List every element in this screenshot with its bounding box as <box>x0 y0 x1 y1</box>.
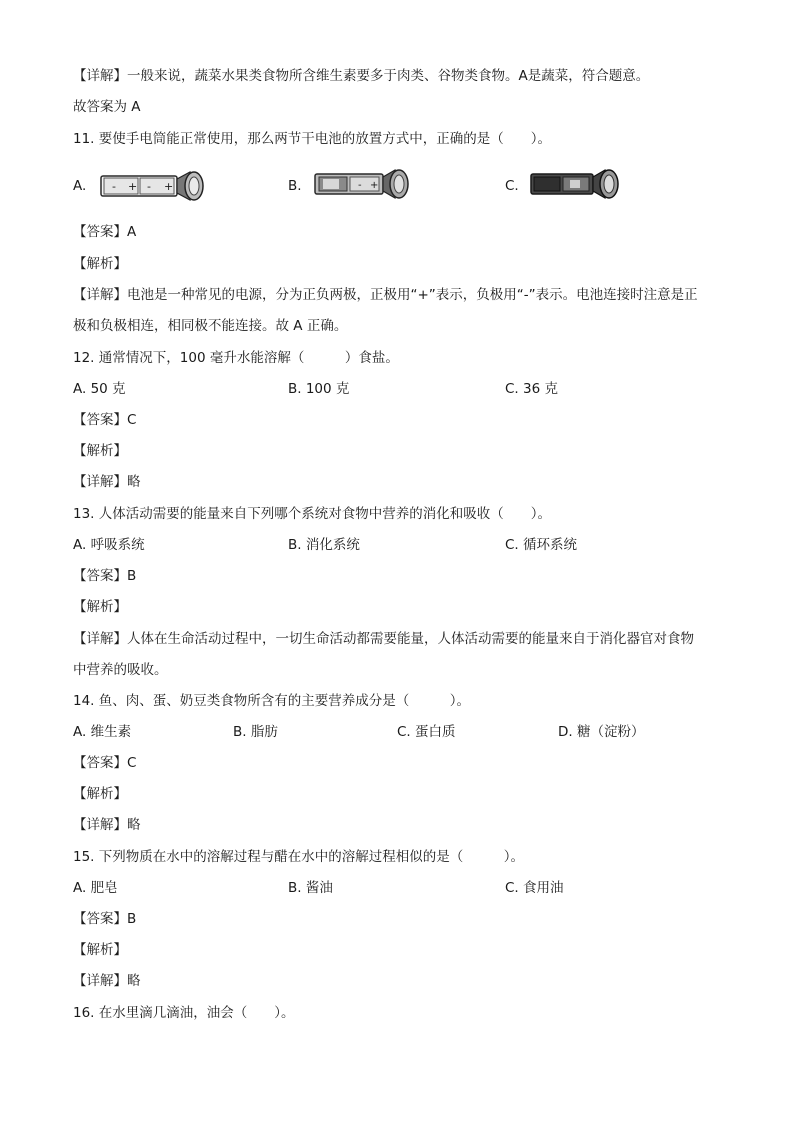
q11-option-b-label: B. <box>288 178 302 194</box>
q13-answer: 【答案】B <box>73 568 137 584</box>
battery-minus-sign: - <box>112 180 116 193</box>
battery-minus-sign: - <box>147 180 151 193</box>
q11-option-b-flashlight-image <box>314 168 410 200</box>
q14-option-a: A. 维生素 <box>73 724 132 740</box>
q12-answer: 【答案】C <box>73 412 137 428</box>
q11-option-c-label: C. <box>505 178 519 194</box>
q14-analysis: 【解析】 <box>73 786 127 802</box>
q11-answer: 【答案】A <box>73 224 137 240</box>
q15-detail: 【详解】略 <box>73 973 141 989</box>
q14-option-d: D. 糖（淀粉） <box>558 724 645 740</box>
q10-detail: 【详解】一般来说，蔬菜水果类食物所含维生素要多于肉类、谷物类食物。A是蔬菜，符合题意。 <box>73 68 650 84</box>
q11-stem: 11. 要使手电筒能正常使用，那么两节干电池的放置方式中，正确的是（ ）。 <box>73 131 552 147</box>
battery-plus-sign: + <box>164 180 174 193</box>
battery-plus-sign: + <box>370 180 379 191</box>
q12-detail: 【详解】略 <box>73 474 141 490</box>
q13-stem: 13. 人体活动需要的能量来自下列哪个系统对食物中营养的消化和吸收（ ）。 <box>73 506 552 522</box>
q12-option-c: C. 36 克 <box>505 381 558 397</box>
q12-stem: 12. 通常情况下，100 毫升水能溶解（ ）食盐。 <box>73 350 399 366</box>
battery-plus-sign: + <box>128 180 138 193</box>
q15-analysis: 【解析】 <box>73 942 127 958</box>
q16-stem: 16. 在水里滴几滴油，油会（ ）。 <box>73 1005 295 1021</box>
q15-option-a: A. 肥皂 <box>73 880 118 896</box>
q13-detail-line-1: 【详解】人体在生命活动过程中，一切生命活动都需要能量，人体活动需要的能量来自于消化器官对食物 <box>73 631 694 647</box>
q13-option-c: C. 循环系统 <box>505 537 578 553</box>
q12-option-a: A. 50 克 <box>73 381 126 397</box>
q14-answer: 【答案】C <box>73 755 137 771</box>
q15-option-c: C. 食用油 <box>505 880 564 896</box>
q13-detail-line-2: 中营养的吸收。 <box>73 662 168 678</box>
q13-option-a: A. 呼吸系统 <box>73 537 145 553</box>
q11-option-a-flashlight-image <box>100 170 206 202</box>
q13-option-b: B. 消化系统 <box>288 537 360 553</box>
q14-stem: 14. 鱼、肉、蛋、奶豆类食物所含有的主要营养成分是（ ）。 <box>73 693 471 709</box>
q11-option-c-flashlight-image <box>530 168 620 200</box>
battery-minus-sign: - <box>358 180 362 191</box>
q15-stem: 15. 下列物质在水中的溶解过程与醋在水中的溶解过程相似的是（ ）。 <box>73 849 525 865</box>
q12-analysis: 【解析】 <box>73 443 127 459</box>
q13-analysis: 【解析】 <box>73 599 127 615</box>
q12-option-b: B. 100 克 <box>288 381 350 397</box>
q15-answer: 【答案】B <box>73 911 137 927</box>
q14-option-b: B. 脂肪 <box>233 724 278 740</box>
q11-option-a-label: A. <box>73 178 87 194</box>
q10-answer-line: 故答案为 A <box>73 99 141 115</box>
q14-detail: 【详解】略 <box>73 817 141 833</box>
q14-option-c: C. 蛋白质 <box>397 724 456 740</box>
q11-detail-line-2: 极和负极相连，相同极不能连接。故 A 正确。 <box>73 318 348 334</box>
q11-analysis: 【解析】 <box>73 256 127 272</box>
q15-option-b: B. 酱油 <box>288 880 333 896</box>
q11-detail-line-1: 【详解】电池是一种常见的电源，分为正负两极，正极用“+”表示，负极用“-”表示。电池连接时注意是正 <box>73 287 698 303</box>
